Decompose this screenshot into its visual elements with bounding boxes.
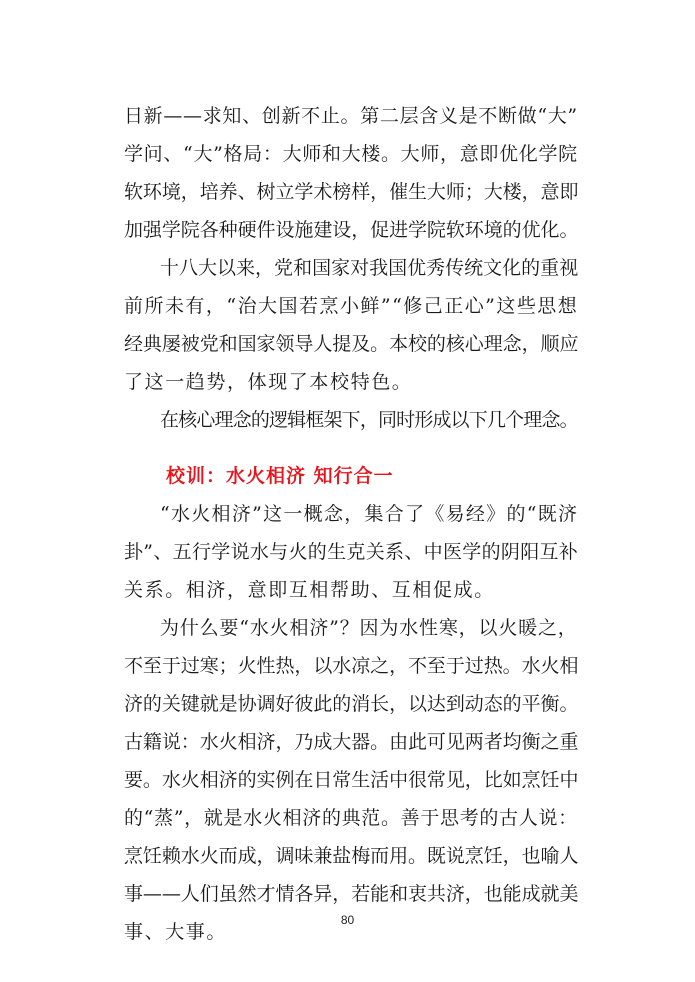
paragraph-2-line-1: 十八大以来，党和国家对我国优秀传统文化的重视 — [160, 257, 579, 279]
paragraph-4-line-1: “水火相济”这一概念，集合了《易经》的“既济 — [160, 503, 579, 525]
paragraph-1-line-4: 加强学院各种硬件设施建设，促进学院软环境的优化。 — [124, 219, 579, 241]
section-heading: 校训：水火相济 知行合一 — [166, 465, 394, 487]
paragraph-4-line-3: 关系。相济，意即互相帮助、互相促成。 — [124, 579, 495, 601]
paragraph-1-line-2: 学问、“大”格局：大师和大楼。大师，意即优化学院 — [124, 143, 578, 165]
paragraph-5-line-6: 的“蒸”，就是水火相济的典范。善于思考的古人说： — [124, 807, 578, 829]
paragraph-5-line-5: 要。水火相济的实例在日常生活中很常见，比如烹饪中 — [124, 769, 579, 791]
paragraph-2-line-2: 前所未有，“治大国若烹小鲜”“修己正心”这些思想 — [124, 295, 579, 317]
paragraph-5-line-2: 不至于过寒；火性热，以水凉之，不至于过热。水火相 — [124, 655, 579, 677]
paragraph-2-line-3: 经典屡被党和国家领导人提及。本校的核心理念，顺应 — [124, 333, 579, 355]
paragraph-4-line-2: 卦”、五行学说水与火的生克关系、中医学的阴阳互补 — [124, 541, 579, 563]
paragraph-5-line-3: 济的关键就是协调好彼此的消长，以达到动态的平衡。 — [124, 693, 579, 715]
paragraph-1-line-3: 软环境，培养、树立学术榜样，催生大师；大楼，意即 — [124, 181, 579, 203]
paragraph-2-line-4: 了这一趋势，体现了本校特色。 — [124, 371, 413, 393]
paragraph-5-line-4: 古籍说：水火相济，乃成大器。由此可见两者均衡之重 — [124, 731, 579, 753]
page-number: 80 — [340, 913, 355, 927]
paragraph-5-line-1: 为什么要“水火相济”？因为水性寒，以火暖之， — [160, 617, 578, 639]
paragraph-1-line-1: 日新——求知、创新不止。第二层含义是不断做“大” — [124, 105, 578, 127]
paragraph-5-line-8: 事——人们虽然才情各异，若能和衷共济，也能成就美 — [124, 883, 579, 905]
paragraph-5-line-7: 烹饪赖水火而成，调味兼盐梅而用。既说烹饪，也喻人 — [124, 845, 579, 867]
paragraph-5-line-9: 事、大事。 — [124, 921, 228, 943]
paragraph-3-line-1: 在核心理念的逻辑框架下，同时形成以下几个理念。 — [160, 409, 578, 431]
